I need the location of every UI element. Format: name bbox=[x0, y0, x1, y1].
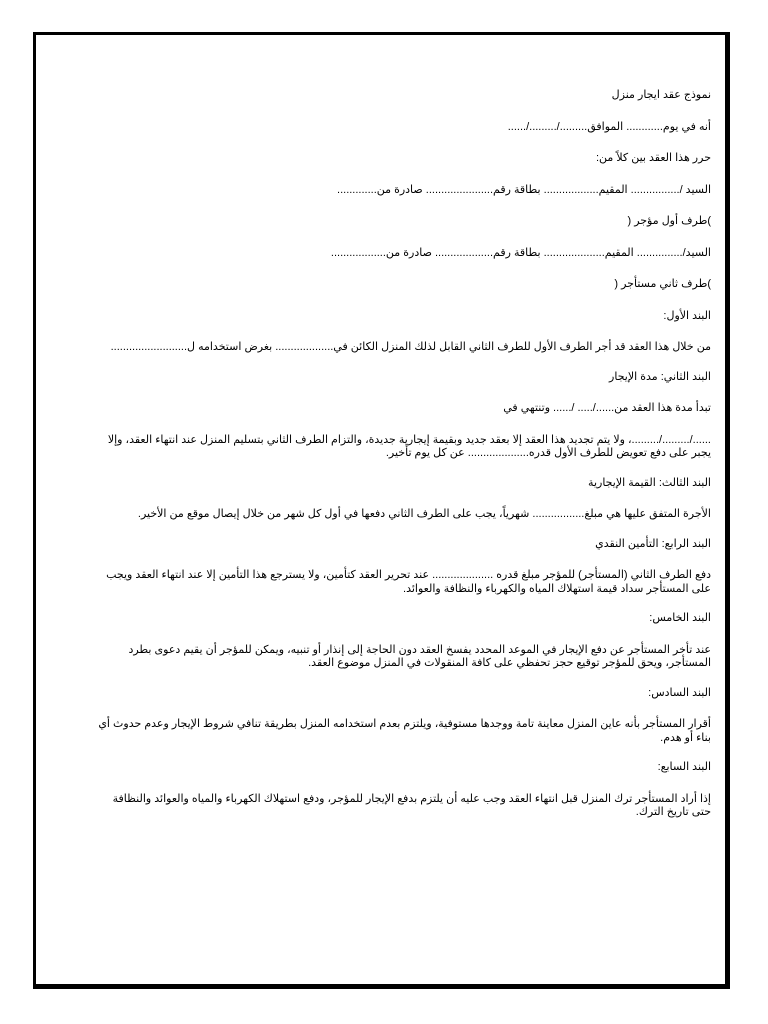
clause-6-heading: البند السادس: bbox=[648, 686, 711, 699]
clause-3-text: الأجرة المتفق عليها هي مبلغ................. شهرياً، يجب على الطرف الثاني دفعها في أول كل شهر من خلال إيصال موقع من الأخير. bbox=[137, 508, 711, 520]
first-party-details: السيد /................ المقيم.................. بطاقة رقم...................... صادرة من............. bbox=[337, 183, 711, 196]
clause-4-heading: البند الرابع: التأمين النقدي bbox=[595, 537, 711, 550]
clause-2-start: تبدأ مدة هذا العقد من....../..... /...... وتنتهي في bbox=[503, 402, 711, 414]
clause-2-heading: البند الثاني: مدة الإيجار bbox=[609, 370, 711, 383]
clause-6-text: أقرار المستأجر بأنه عاين المنزل معاينة تامة ووجدها مستوفية، ويلتزم بعدم استخدامه المنزل بطريقة تنافي شروط الإيجار وعدم حدوث أي بناء أو هدم. bbox=[98, 718, 711, 744]
clause-3-heading: البند الثالث: القيمة الإيجارية bbox=[588, 476, 711, 489]
clause-4-text: دفع الطرف الثاني (المستأجر) للمؤجر مبلغ قدره .................... عند تحرير العقد كتأمين، ولا يسترجع هذا التأمين إلا عند انتهاء العقد ويجب على المستأجر سداد قيمة استهلاك المياه والكهرباء والنظافة والعوائد. bbox=[106, 569, 711, 595]
first-party-role: )طرف أول مؤجر ( bbox=[627, 215, 711, 227]
clause-7-heading: البند السابع: bbox=[657, 761, 711, 773]
clause-2-text: ....../........./.........، ولا يتم تجديد هذا العقد إلا بعقد جديد وبقيمة إيجارية جديدة، والتزام الطرف الثاني بتسليم المنزل عند انتهاء العقد، وإلا يجبر على دفع تعويض للطرف الأول قدره.................... عن كل يوم تأخير. bbox=[107, 433, 711, 459]
second-party-role: )طرف ثاني مستأجر ( bbox=[614, 278, 711, 290]
clause-1-text: من خلال هذا العقد قد أجر الطرف الأول للطرف الثاني القابل لذلك المنزل الكائن في................... بغرض استخدامه ل......................... bbox=[110, 341, 711, 353]
second-party-details: السيد/............... المقيم.................... بطاقة رقم................... صادرة من.................. bbox=[330, 246, 711, 259]
clause-1-heading: البند الأول: bbox=[663, 309, 711, 322]
document-title: نموذج عقد ايجار منزل bbox=[611, 89, 711, 101]
contract-date-line: أنه في يوم............ الموافق........./........./...... bbox=[507, 120, 711, 133]
clause-5-heading: البند الخامس: bbox=[649, 612, 711, 624]
clause-5-text: عند تأخر المستأجر عن دفع الإيجار في الموعد المحدد يفسخ العقد دون الحاجة إلى إنذار أو تنبيه، ويمكن للمؤجر أن يقيم دعوى بطرد المستأجر، ويحق للمؤجر توقيع حجز تحفظي على كافة المنقولات في المنزل موضوع العقد. bbox=[128, 643, 711, 669]
clause-7-text: إذا أراد المستأجر ترك المنزل قبل انتهاء العقد وجب عليه أن يلتزم بدفع الإيجار للمؤجر، ودفع استهلاك الكهرباء والمياه والعوائد والنظافة حتى تاريخ الترك. bbox=[112, 792, 711, 818]
document-page bbox=[33, 32, 730, 989]
contract-parties-intro: حرر هذا العقد بين كلاً من: bbox=[595, 152, 711, 164]
document-body bbox=[98, 89, 711, 836]
